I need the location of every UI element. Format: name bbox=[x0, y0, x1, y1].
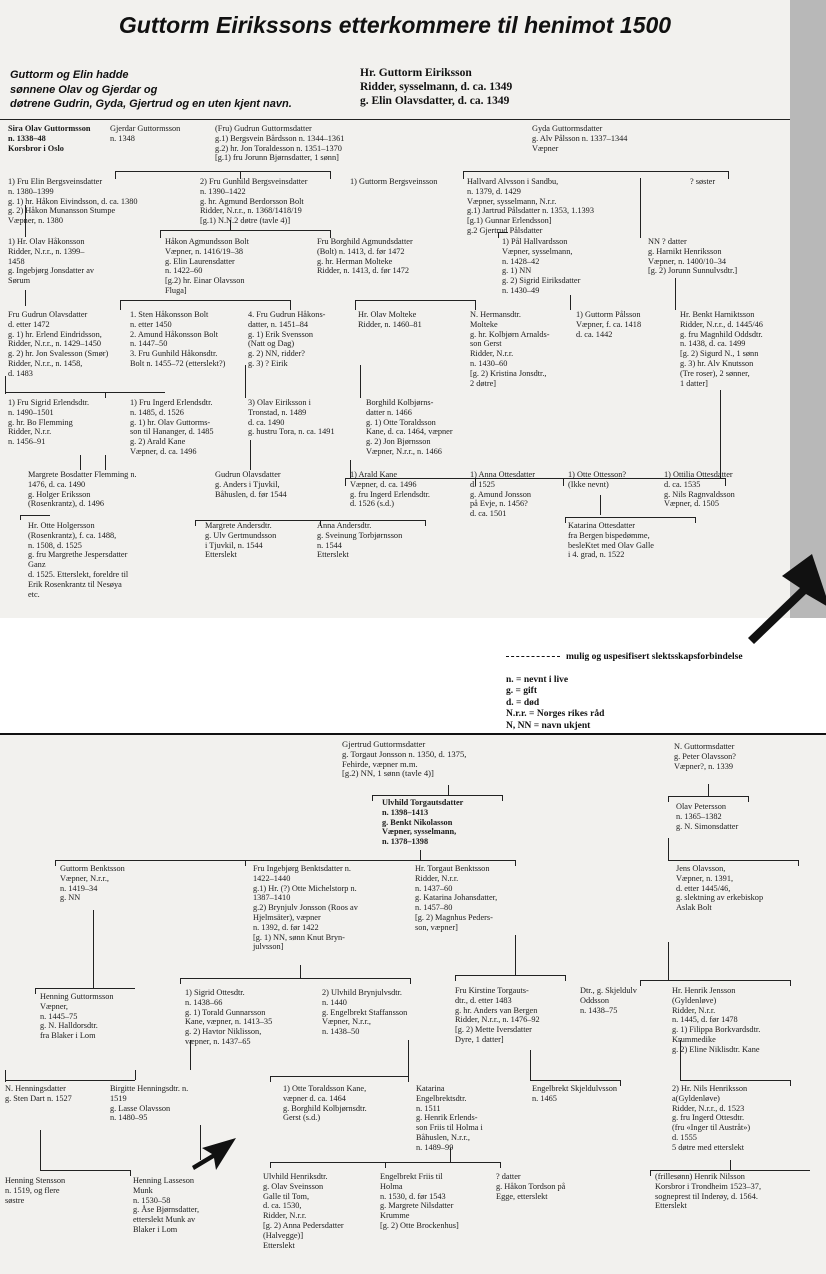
person-guttorm-bergsveinsson: 1) Guttorm Bergsveinsson bbox=[350, 177, 438, 186]
person-anna-andersdtr: Anna Andersdtr. g. Sveinung Torbjørnsson n. 1544 Etterslekt bbox=[317, 521, 403, 560]
person-olav-molteke: Hr. Olav Molteke Ridder, n. 1460–81 bbox=[358, 310, 422, 329]
person-benkt-harniktsson: Hr. Benkt Harniktsson Ridder, N.r.r., d. 1445/46 g. fru Magnhild Oddsdtr. n. 1438, d. ca. 1499 [g. 2) Sigurd N., 1 sønn g. 3) hr. Alv Knutsson (Tre roser), 2 sønner, 1 datter] bbox=[680, 310, 763, 388]
person-hakon-agmundsson-bolt: Håkon Agmundsson Bolt Væpner, n. 1416/19–38 g. Elin Laurensdatter n. 1422–60 [g.2) hr. Einar Olavsson Fluga] bbox=[165, 237, 249, 295]
person-ottilia-ottesdatter: 1) Ottilia Ottesdatter d. ca. 1535 g. Nils Ragnvaldsson Væpner, d. 1505 bbox=[664, 470, 735, 509]
person-sten-amund-gunhild-bolt: 1. Sten Håkonsson Bolt n. etter 1450 2. Amund Håkonsson Bolt n. 1447–50 3. Fru Gunhild Håkonsdtr. Bolt n. 1455–72 (etterslekt?) bbox=[130, 310, 226, 368]
person-torgaut-benktsson: Hr. Torgaut Benktsson Ridder, N.r.r. n. 1437–60 g. Katarina Johansdatter, n. 1457–80 [g. 2) Magnhus Peders- son, væpner] bbox=[415, 864, 498, 932]
person-gudrun-olavsdatter-2: Gudrun Olavsdatter g. Anders i Tjuvkil, Båhuslen, d. før 1544 bbox=[215, 470, 287, 499]
small-pointer-arrow-icon bbox=[190, 1136, 240, 1176]
person-henning-guttormsson: Henning Guttormsson Væpner, n. 1445–75 g. N. Halldorsdtr. fra Blaker i Lom bbox=[40, 992, 114, 1041]
legend-dashed-row bbox=[506, 652, 806, 664]
person-gunhild-bergsveinsdatter: 2) Fru Gunhild Bergsveinsdatter n. 1390–1422 g. hr. Agmund Berdorsson Bolt Ridder, N.r.r., n. 1368/1418/19 [g.1) N.N.2 døtre (tavle 4)] bbox=[200, 177, 308, 226]
person-guttorm-palsson: 1) Guttorm Pålsson Væpner, f. ca. 1418 d. ca. 1442 bbox=[576, 310, 642, 339]
person-jens-olavsson: Jens Olavsson, Væpner, n. 1391, d. etter 1445/46, g. slektning av erkebiskop Aslak Bolt bbox=[676, 864, 764, 913]
person-sigrid-ottesdtr: 1) Sigrid Ottesdtr. n. 1438–66 g. 1) Torald Gunnarsson Kane, væpner, n. 1413–35 g. 2) Havtor Niklisson, væpner, n. 1437–65 bbox=[185, 988, 273, 1046]
person-henning-stensson: Henning Stensson n. 1519, og flere søstre bbox=[5, 1176, 66, 1205]
legend bbox=[506, 640, 806, 744]
legend-dashed-label: mulig og uspesifisert slektsskapsforbindelse bbox=[566, 651, 743, 662]
person-ingerd-erlendsdtr: 1) Fru Ingerd Erlendsdtr. n. 1485, d. 1526 g. 1) hr. Olav Guttorms- son til Hananger, d. 1485 g. 2) Arald Kane Væpner, d. ca. 1496 bbox=[130, 398, 214, 456]
person-olav-eiriksson: 3) Olav Eiriksson i Tronstad, n. 1489 d. ca. 1490 g. hustru Tora, n. ca. 1491 bbox=[248, 398, 335, 437]
person-engelbrekt-skjeldulvsson: Engelbrekt Skjeldulvsson n. 1465 bbox=[532, 1084, 618, 1103]
person-birgitte-henningsdtr: Birgitte Henningsdtr. n. 1519 g. Lasse Olavsson n. 1480–95 bbox=[110, 1084, 189, 1123]
person-n-guttormsdatter: N. Guttormsdatter g. Peter Olavsson? Væpner?, n. 1339 bbox=[674, 742, 736, 771]
person-elin-bergsveinsdatter: 1) Fru Elin Bergsveinsdatter n. 1380–1399 g. 1) hr. Håkon Eivindsson, d. ca. 1380 g. 2) Håkon Munansson Stumpe Væpner, n. 1380 bbox=[8, 177, 138, 226]
person-nils-henriksson: 2) Hr. Nils Henriksson a(Gyldenløve) Ridder, N.r.r., d. 1523 g. fru Ingerd Ottesdtr. (fru «Inger til Austråt») d. 1555 5 døtre med etterslekt bbox=[672, 1084, 751, 1152]
person-gudrun-hakonsdatter: 4. Fru Gudrun Håkons- datter, n. 1451–84 g. 1) Erik Svensson (Natt og Dag) g. 2) NN, ridder? g. 3) ? Eirik bbox=[248, 310, 326, 368]
person-n-hermansdtr-molteke: N. Hermansdtr. Molteke g. hr. Kolbjørn Arnalds- son Gerst Ridder, N.r.r. n. 1430–60 [g. 2) Kristina Jonsdtr., 2 døtre] bbox=[470, 310, 550, 388]
person-katarina-ottesdatter: Katarina Ottesdatter fra Bergen bispedømme, besleKtet med Olav Galle i 4. grad, n. 1522 bbox=[568, 521, 654, 560]
person-margrete-andersdtr: Margrete Andersdtr. g. Ulv Gertmundsson i Tjuvkil, n. 1544 Etterslekt bbox=[205, 521, 277, 560]
person-katarina-engelbrektsdtr: Katarina Engelbrektsdtr. n. 1511 g. Henrik Erlends- son Friis til Holma i Båhuslen, N.r.r., n. 1489–99 bbox=[416, 1084, 483, 1152]
person-gjertrud-guttormsdatter: Gjertrud Guttormsdatter g. Torgaut Jonsson n. 1350, d. 1375, Fehirde, væpner m.m. [g.2) NN, 1 sønn (tavle 4)] bbox=[342, 739, 467, 779]
person-borghild-kolbjornsdatter: Borghild Kolbjørns- datter n. 1466 g. 1) Otte Toraldsson Kane, d. ca. 1464, væpner g. 2) Jon Bjørnsson Væpner, N.r.r., n. 1466 bbox=[366, 398, 453, 456]
person-olav-petersson: Olav Petersson n. 1365–1382 g. N. Simonsdatter bbox=[676, 802, 739, 831]
person-engelbrekt-friis: Engelbrekt Friis til Holma n. 1530, d. før 1543 g. Margrete Nilsdatter Krumme [g. 2) Otte Brockenhus] bbox=[380, 1172, 459, 1230]
person-borghild-agmundsdatter: Fru Borghild Agmundsdatter (Bolt) n. 1413, d. før 1472 g. hr. Herman Molteke Ridder, n. 1413, d. før 1472 bbox=[317, 237, 413, 276]
person-olav-hakonsson: 1) Hr. Olav Håkonsson Ridder, N.r.r., n. 1399– 1458 g. Ingebjørg Jonsdatter av Sørum bbox=[8, 237, 95, 286]
person-henrik-jensson: Hr. Henrik Jensson (Gyldenløve) Ridder, N.r.r. n. 1445, d. før 1478 g. 1) Filippa Borkvardsdtr. Krummedike g. 2) Eline Niklisdtr. Kane bbox=[672, 986, 761, 1054]
person-otte-toraldsson-kane: 1) Otte Toraldsson Kane, væpner d. ca. 1464 g. Borghild Kolbjørnsdtr. Gerst (s.d.) bbox=[283, 1084, 367, 1123]
header-rule bbox=[0, 119, 790, 120]
person-gjerdar-guttormsson: Gjerdar Guttormsson n. 1348 bbox=[110, 124, 181, 143]
person-otte-holgersson: Hr. Otte Holgersson (Rosenkrantz), f. ca. 1488, n. 1508, d. 1525 g. fru Margrethe Jespersdatter Ganz d. 1525. Etterslekt, foreldre til Erik Rosenkrantz til Nesøya etc. bbox=[28, 521, 129, 599]
root-ancestor: Hr. Guttorm Eiriksson Ridder, sysselmann, d. ca. 1349 g. Elin Olavsdatter, d. ca. 1349 bbox=[360, 67, 513, 107]
right-margin-strip bbox=[790, 0, 826, 618]
dashed-line-icon bbox=[506, 656, 560, 657]
person-henrik-nilsson: (frillesønn) Henrik Nilsson Korsbror i Trondheim 1523–37, sogneprest til Inderøy, d. 1564. Etterslekt bbox=[655, 1172, 762, 1211]
person-dtr-skjeldulv: Dtr., g. Skjeldulv Oddsson n. 1438–75 bbox=[580, 986, 637, 1015]
person-olav-guttormsson: Sira Olav Guttormsson n. 1338–48 Korsbror i Oslo bbox=[8, 124, 91, 153]
person-unknown-sister: ? søster bbox=[690, 177, 716, 186]
person-n-henningsdatter: N. Henningsdatter g. Sten Dart n. 1527 bbox=[5, 1084, 72, 1103]
intro-text: Guttorm og Elin hadde sønnene Olav og Gjerdar og døtrene Gudrin, Gyda, Gjertrud og en uten kjent navn. bbox=[10, 69, 292, 110]
person-pal-hallvardsson: 1) Pål Hallvardsson Væpner, sysselmann, n. 1428–42 g. 1) NN g. 2) Sigrid Eiriksdatter n. 1430–49 bbox=[502, 237, 581, 295]
legend-abbreviations: n. = nevnt i live g. = gift d. = død N.r.r. = Norges rikes råd N, NN = navn ukjent bbox=[506, 674, 605, 731]
person-kirstine-torgautsdtr: Fru Kirstine Torgauts- dtr., d. etter 1483 g. hr. Anders van Bergen Ridder, N.r.r., n. 1476–92 [g. 2) Mette Iversdatter Dyre, 1 datter] bbox=[455, 986, 540, 1044]
person-guttorm-benktsson: Guttorm Benktsson Væpner, N.r.r., n. 1419–34 g. NN bbox=[60, 864, 125, 903]
person-margrete-bosdatter: Margrete Bosdatter Flemming n. 1476, d. ca. 1490 g. Holger Eriksson (Rosenkrantz), d. 1496 bbox=[28, 470, 137, 509]
page-title: Guttorm Eirikssons etterkommere til henimot 1500 bbox=[118, 12, 672, 38]
person-ulvhild-henriksdtr: Ulvhild Henriksdtr. g. Olav Sveinsson Galle til Tom, d. ca. 1530, Ridder, N.r.r. [g. 2) Anna Pedersdatter (Halvegge)] Etterslekt bbox=[263, 1172, 344, 1250]
person-arald-kane: 1) Arald Kane Væpner, d. ca. 1496 g. fru Ingerd Erlendsdtr. d. 1526 (s.d.) bbox=[350, 470, 430, 509]
person-sigrid-erlendsdtr: 1) Fru Sigrid Erlendsdtr. n. 1490–1501 g. hr. Bo Flemming Ridder, N.r.r. n. 1456–91 bbox=[8, 398, 90, 447]
pointer-arrow-icon bbox=[742, 548, 826, 648]
person-gudrun-olavsdatter: Fru Gudrun Olavsdatter d. etter 1472 g. 1) hr. Erlend Eindridsson, Ridder, N.r.r., n. 1429–1450 g. 2) hr. Jon Svalesson (Smør) Ridder, N.r.r., n. 1458, d. 1483 bbox=[8, 310, 109, 378]
person-henning-lasseson-munk: Henning Lasseson Munk n. 1530–58 g. Åse Bjørnsdatter, etterslekt Munk av Blaker i Lom bbox=[133, 1176, 200, 1234]
person-anna-ottesdatter: 1) Anna Ottesdatter d. 1525 g. Amund Jonsson på Evje, n. 1456? d. ca. 1501 bbox=[470, 470, 535, 519]
person-nn-datter: NN ? datter g. Harnikt Henriksson Væpner, n. 1400/10–34 [g. 2) Jorunn Sunnulvsdtr.] bbox=[648, 237, 738, 276]
person-ingebjorg-benktsdatter: Fru Ingebjørg Benktsdatter n. 1422–1440 g.1) Hr. (?) Otte Michelstorp n. 1387–1410 g.2) Brynjulv Jonsson (Roos av Hjelmsäter), væpner n. 1392, d. før 1422 [g. 1) NN, sønn Knut Bryn- julvsson] bbox=[253, 864, 358, 952]
person-unknown-daughter: ? datter g. Håkon Tordson på Egge, etterslekt bbox=[496, 1172, 566, 1201]
person-ulvhild-torgautsdatter: Ulvhild Torgautsdatter n. 1398–1413 g. Benkt Nikolasson Væpner, sysselmann, n. 1378–1398 bbox=[382, 798, 464, 847]
person-otte-ottesson: 1) Otte Ottesson? (Ikke nevnt) bbox=[568, 470, 627, 489]
person-gyda-guttormsdatter: Gyda Guttormsdatter g. Alv Pålsson n. 1337–1344 Væpner bbox=[532, 124, 628, 153]
person-ulvhild-brynjulvsdtr: 2) Ulvhild Brynjulvsdtr. n. 1440 g. Engelbrekt Staffansson Væpner, N.r.r., n. 1438–50 bbox=[322, 988, 408, 1037]
person-gudrun-guttormsdatter: (Fru) Gudrun Guttormsdatter g.1) Bergsvein Bårdsson n. 1344–1361 g.2) hr. Jon Toraldesson n. 1351–1370 [g.1) fru Jorunn Bjørnsdatter, 1 sønn] bbox=[215, 124, 345, 163]
person-hallvard-alvsson: Hallvard Alvsson i Sandbu, n. 1379, d. 1429 Væpner, sysselmann, N.r.r. g.1) Jartrud Pålsdatter n. 1353, 1.1393 [g.1) Gunnar Erlendsson] g.2 Gjertrud Pålsdatter bbox=[467, 177, 594, 235]
